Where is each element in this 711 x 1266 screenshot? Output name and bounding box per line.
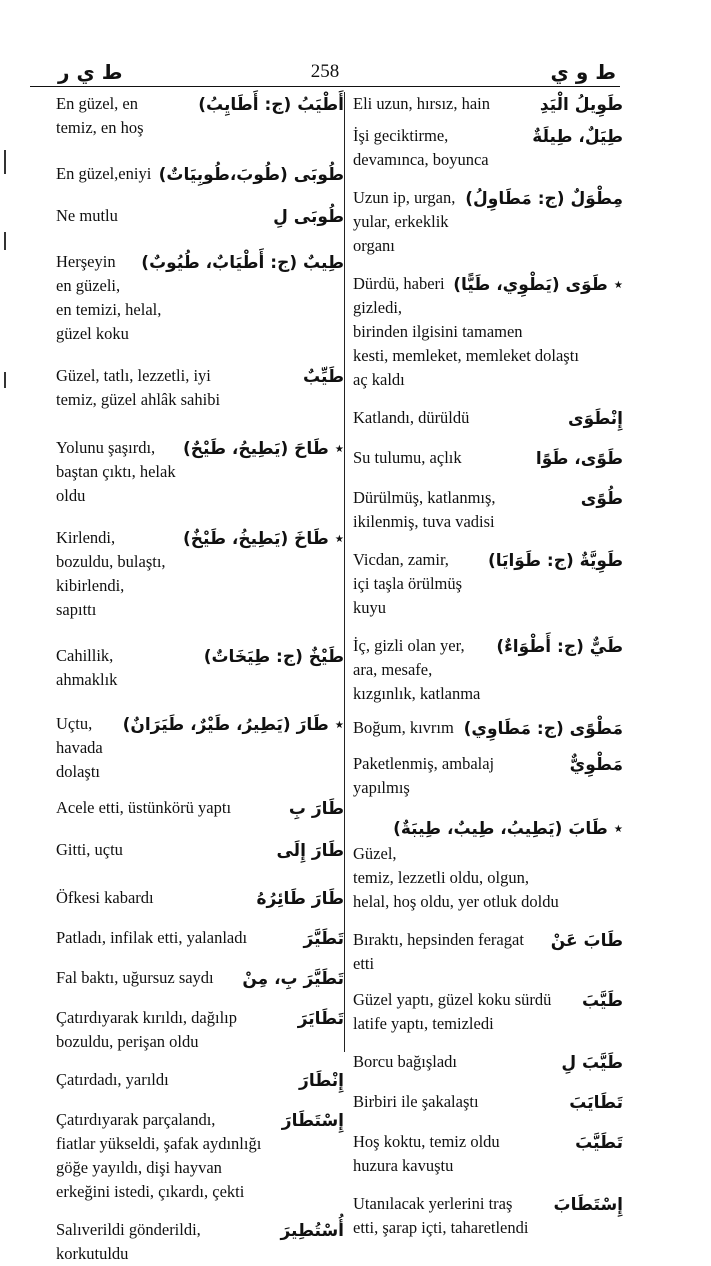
turkish-definition-line: İç, gizli olan yer, xyxy=(353,636,465,655)
arabic-headword: طَيٌّ (ج: أَطْوَاءٌ) xyxy=(496,637,623,657)
turkish-definition-line: Utanılacak yerlerini traş xyxy=(353,1194,513,1213)
header-root-left: ط ي ر xyxy=(58,60,123,84)
arabic-headword: ٭ طَاحَ (يَطِيحُ، طَيْحٌ) xyxy=(182,439,344,459)
dictionary-entry xyxy=(56,886,344,912)
arabic-headword: تَطَايَبَ xyxy=(569,1093,623,1113)
turkish-definition-line: Vicdan, zamir, xyxy=(353,550,449,569)
arabic-headword: مَطْوِيٌّ xyxy=(569,755,623,775)
arabic-headword: إِنْطَوَى xyxy=(567,409,623,429)
dictionary-entry xyxy=(56,1068,344,1094)
dictionary-entry xyxy=(56,526,344,622)
dictionary-entry xyxy=(353,816,623,914)
turkish-definition-line: Çatırdıyarak kırıldı, dağılıp xyxy=(56,1008,238,1027)
dictionary-entry xyxy=(56,364,344,412)
arabic-headword: طَيْخٌ (ج: طِيَخَاتٌ) xyxy=(203,647,344,667)
right-column xyxy=(353,92,623,1240)
turkish-definition-line: Salıverildi gönderildi, xyxy=(56,1220,201,1239)
turkish-definition-line: Cahillik, xyxy=(56,646,114,665)
turkish-definition-line: bozuldu, bulaştı, kibirlendi, xyxy=(56,552,166,595)
arabic-headword: طَيَّبَ xyxy=(582,991,623,1011)
turkish-definition-line: Bıraktı, hepsinden feragat xyxy=(353,930,524,949)
left-column xyxy=(56,92,344,1266)
arabic-headword: طِيبٌ (ج: أَطْيَابٌ، طُيُوبٌ) xyxy=(141,253,344,273)
arabic-headword: ٭ طَاخَ (يَطِيخُ، طَيْخٌ) xyxy=(182,529,344,549)
dictionary-entry xyxy=(353,486,623,534)
turkish-definition-line: Yolunu şaşırdı, xyxy=(56,438,156,457)
turkish-definition-line: ahmaklık xyxy=(56,670,118,689)
turkish-definition-line: huzura kavuştu xyxy=(353,1156,454,1175)
turkish-definition-line: aç kaldı xyxy=(353,370,405,389)
dictionary-entry xyxy=(353,406,623,432)
arabic-headword: تَطَايَرَ xyxy=(297,1009,344,1029)
turkish-definition-line: yapılmış xyxy=(353,778,410,797)
dictionary-entry xyxy=(353,92,623,118)
arabic-headword: طَارَ إِلَى xyxy=(276,841,344,861)
dictionary-entry xyxy=(353,548,623,620)
binding-mark xyxy=(4,372,6,388)
dictionary-entry xyxy=(353,186,623,258)
dictionary-entry xyxy=(56,966,344,992)
dictionary-entry xyxy=(56,838,344,864)
arabic-headword: إِسْتَطَابَ xyxy=(553,1195,623,1215)
turkish-definition-line: Eli uzun, hırsız, hain xyxy=(353,94,491,113)
dictionary-entry xyxy=(56,712,344,784)
turkish-definition-line: içi taşla örülmüş kuyu xyxy=(353,574,463,617)
dictionary-entry xyxy=(56,92,344,140)
arabic-headword: طَارَ بِ xyxy=(288,799,344,819)
turkish-definition-line: Herşeyin xyxy=(56,252,116,271)
turkish-definition-line: ikilenmiş, tuva vadisi xyxy=(353,512,495,531)
turkish-definition-line: kesti, memleket, memleket dolaştı xyxy=(353,346,579,365)
dictionary-entry xyxy=(353,1050,623,1076)
arabic-headword: أَطْيَبُ (ج: أَطَايِبُ) xyxy=(198,95,344,115)
turkish-definition-line: en güzeli, en temizi, helal, xyxy=(56,276,162,319)
turkish-definition-line: erkeğini istedi, çıkardı, çekti xyxy=(56,1182,245,1201)
dictionary-entry xyxy=(353,716,623,742)
turkish-definition-line: Dürülmüş, katlanmış, xyxy=(353,488,496,507)
dictionary-entry xyxy=(353,634,623,706)
turkish-definition-line: Kirlendi, xyxy=(56,528,116,547)
arabic-headword: أُسْتُطِيرَ xyxy=(280,1221,344,1241)
turkish-definition-line: havada dolaştı xyxy=(56,738,103,781)
turkish-definition-line: İşi geciktirme, xyxy=(353,126,449,145)
dictionary-entry xyxy=(353,752,623,800)
turkish-definition-line: Uçtu, xyxy=(56,714,93,733)
turkish-definition-line: temiz, lezzetli oldu, olgun, xyxy=(353,868,529,887)
dictionary-entry xyxy=(353,1192,623,1240)
arabic-headword: طَارَ طَائِرُهُ xyxy=(256,889,344,909)
dictionary-entry xyxy=(56,1006,344,1054)
turkish-definition-line: latife yaptı, temizledi xyxy=(353,1014,494,1033)
dictionary-entry xyxy=(56,1218,344,1266)
turkish-definition-line: Borcu bağışladı xyxy=(353,1052,458,1071)
arabic-headword: تَطَيَّبَ xyxy=(575,1133,623,1153)
turkish-definition-line: Katlandı, dürüldü xyxy=(353,408,470,427)
arabic-headword: طَوًى، طَوًا xyxy=(535,449,623,469)
dictionary-entry xyxy=(353,928,623,976)
dictionary-entry xyxy=(56,1108,344,1204)
dictionary-entry xyxy=(353,1130,623,1178)
arabic-headword: تَطَيَّرَ xyxy=(303,929,344,949)
turkish-definition-line: güzel koku xyxy=(56,324,129,343)
dictionary-entry xyxy=(353,446,623,472)
turkish-definition-line: sapıttı xyxy=(56,600,97,619)
dictionary-entry xyxy=(56,436,344,508)
turkish-definition-line: En güzel,eniyi xyxy=(56,164,152,183)
arabic-headword: طَيَّبَ لِ xyxy=(561,1053,623,1073)
turkish-definition-line: helal, hoş oldu, yer otluk doldu xyxy=(353,892,559,911)
arabic-headword: طُوبَى (طُوبَ،طُوبِيَاتٌ) xyxy=(158,165,344,185)
dictionary-entry xyxy=(56,926,344,952)
turkish-definition-line: Çatırdıyarak parçalandı, xyxy=(56,1110,216,1129)
turkish-definition-line: Boğum, kıvrım xyxy=(353,718,454,737)
turkish-definition-line: Çatırdadı, yarıldı xyxy=(56,1070,169,1089)
turkish-definition-line: Uzun ip, urgan, xyxy=(353,188,456,207)
turkish-definition-line: Hoş koktu, temiz oldu xyxy=(353,1132,500,1151)
binding-mark xyxy=(4,232,6,250)
turkish-definition-line: Güzel, xyxy=(353,844,397,863)
arabic-headword: إِنْطَارَ xyxy=(299,1071,344,1091)
dictionary-entry xyxy=(353,124,623,172)
arabic-headword: طَابَ عَنْ xyxy=(550,931,623,951)
turkish-definition-line: Su tulumu, açlık xyxy=(353,448,462,467)
arabic-headword: طِيَلٌ، طِيلَةٌ xyxy=(532,127,623,147)
turkish-definition-line: ara, mesafe, kızgınlık, katlanma xyxy=(353,660,481,703)
turkish-definition-line: etti, şarap içti, taharetlendi xyxy=(353,1218,529,1237)
dictionary-entry xyxy=(56,250,344,346)
turkish-definition-line: etti xyxy=(353,954,375,973)
arabic-headword: إِسْتَطَارَ xyxy=(281,1111,344,1131)
dictionary-entry xyxy=(56,644,344,692)
arabic-headword: مَطْوًى (ج: مَطَاوِي) xyxy=(463,719,623,739)
dictionary-entry xyxy=(353,988,623,1036)
turkish-definition-line: fiatlar yükseldi, şafak aydınlığı xyxy=(56,1134,262,1153)
turkish-definition-line: temiz, en hoş xyxy=(56,118,144,137)
turkish-definition-line: Patladı, infilak etti, yalanladı xyxy=(56,928,248,947)
arabic-headword: مِطْوَلٌ (ج: مَطَاوِلُ) xyxy=(465,189,623,209)
turkish-definition-line: baştan çıktı, helak oldu xyxy=(56,462,176,505)
arabic-headword: طُوًى xyxy=(580,489,623,509)
arabic-headword: ٭ طَوَى (يَطْوِي، طَيًّا) xyxy=(453,275,623,295)
arabic-headword: طُوبَى لِ xyxy=(273,207,344,227)
turkish-definition-line: Güzel, tatlı, lezzetli, iyi xyxy=(56,366,211,385)
turkish-definition-line: Gitti, uçtu xyxy=(56,840,123,859)
turkish-definition-line: göğe yayıldı, dişi hayvan xyxy=(56,1158,222,1177)
turkish-definition-line: Ne mutlu xyxy=(56,206,118,225)
header-root-right: ط و ي xyxy=(550,60,616,84)
page-number: 258 xyxy=(310,61,340,82)
turkish-definition-line: korkutuldu xyxy=(56,1244,129,1263)
arabic-headword: طَيِّبٌ xyxy=(303,367,344,387)
dictionary-entry xyxy=(353,1090,623,1116)
binding-mark xyxy=(4,150,6,174)
turkish-definition-line: En güzel, en xyxy=(56,94,139,113)
turkish-definition-line: Paketlenmiş, ambalaj xyxy=(353,754,495,773)
turkish-definition-line: Güzel yaptı, güzel koku sürdü xyxy=(353,990,552,1009)
turkish-definition-line: yular, erkeklik organı xyxy=(353,212,449,255)
turkish-definition-line: temiz, güzel ahlâk sahibi xyxy=(56,390,221,409)
arabic-headword: طَوِيلُ الْيَدِ xyxy=(539,95,623,115)
arabic-headword: ٭ طَابَ (يَطِيبُ، طِيبٌ، طِيبَةٌ) xyxy=(393,819,623,839)
turkish-definition-line: Dürdü, haberi xyxy=(353,274,445,293)
turkish-definition-line: gizledi, birinden ilgisini tamamen xyxy=(353,298,523,341)
turkish-definition-line: devamınca, boyunca xyxy=(353,150,489,169)
turkish-definition-line: Öfkesi kabardı xyxy=(56,888,154,907)
dictionary-entry xyxy=(56,162,344,188)
arabic-headword: تَطَيَّرَ بِ، مِنْ xyxy=(242,969,344,989)
turkish-definition-line: Fal baktı, uğursuz saydı xyxy=(56,968,214,987)
dictionary-entry xyxy=(56,796,344,822)
page-header xyxy=(30,60,620,87)
column-divider xyxy=(344,92,345,1052)
dictionary-entry xyxy=(353,272,623,392)
arabic-headword: طَوِيَّةٌ (ج: طَوَايَا) xyxy=(487,551,623,571)
turkish-definition-line: Acele etti, üstünkörü yaptı xyxy=(56,798,232,817)
turkish-definition-line: Birbiri ile şakalaştı xyxy=(353,1092,479,1111)
turkish-definition-line: bozuldu, perişan oldu xyxy=(56,1032,199,1051)
dictionary-entry xyxy=(56,204,344,230)
arabic-headword: ٭ طَارَ (يَطِيرُ، طَيْرٌ، طَيَرَانٌ) xyxy=(122,715,344,735)
